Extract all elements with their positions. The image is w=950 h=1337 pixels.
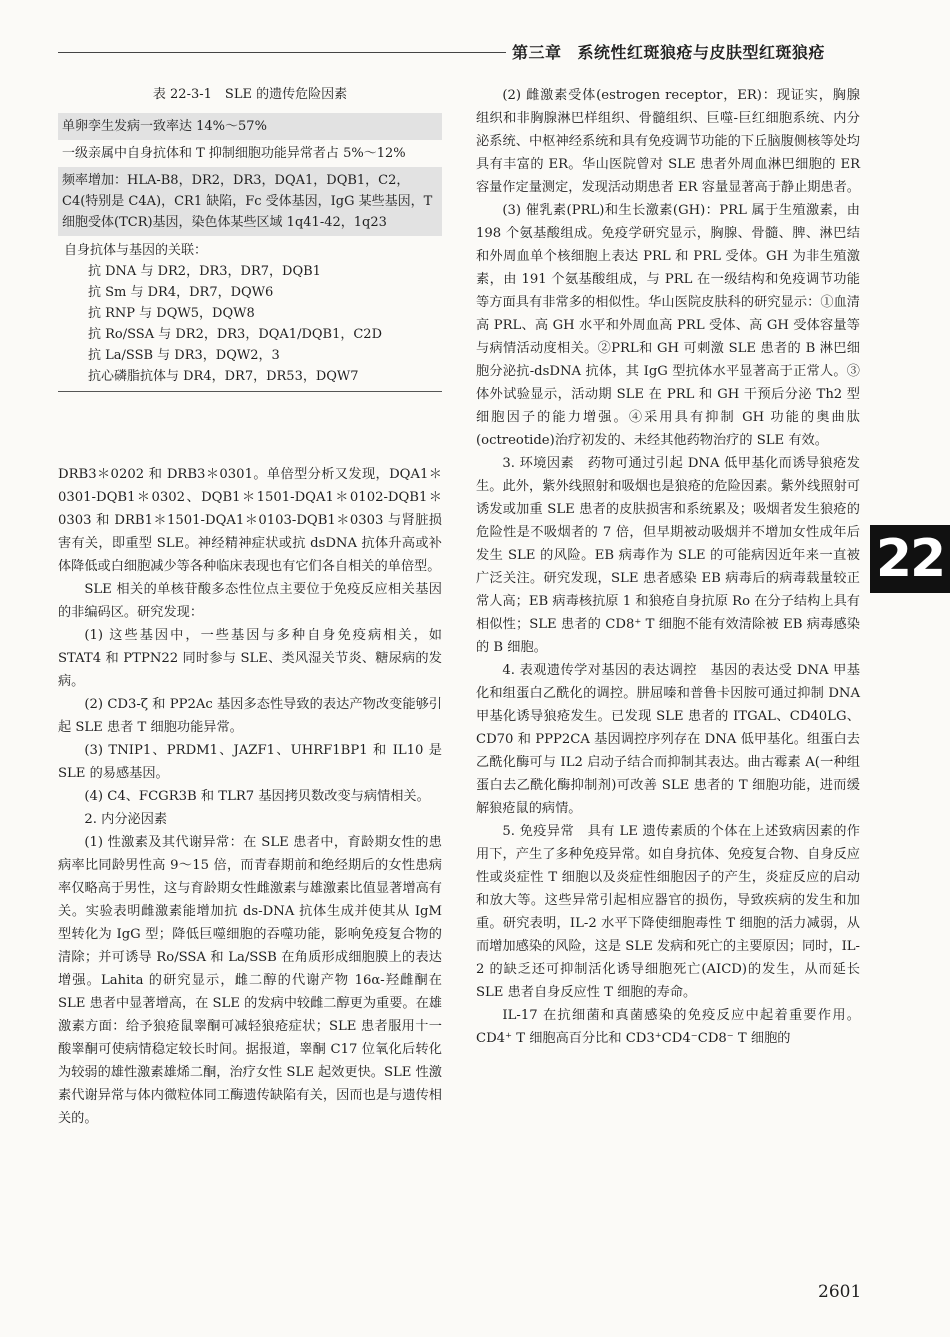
association-item: 抗心磷脂抗体与 DR4，DR7，DR53，DQW7	[88, 369, 359, 384]
association-item: 抗 RNP 与 DQW5，DQW8	[88, 306, 255, 321]
paragraph: 3. 环境因素 药物可通过引起 DNA 低甲基化而诱导狼疮发生。此外，紫外线照射和吸烟也是狼疮的危险因素。紫外线照射可诱发或加重 SLE 患者的皮肤损害和系统累及；吸烟者发生狼疮的危险性是不吸烟者的 7 倍，但早期被动吸烟并不增加女性成年后发生 SLE 的风险。EB 病毒作为 SLE 的可能病因近年来一直被广泛关注。研究发现，SLE 患者感染 EB 病毒后的病毒载量较正常人高；EB 病毒核抗原 1 和狼疮自身抗原 Ro 在分子结构上具有相似性；SLE 患者的 CD8⁺ T 细胞不能有效清除被 EB 病毒感染的 B 细胞。	[476, 456, 860, 655]
association-item: 抗 Ro/SSA 与 DR2，DR3，DQA1/DQB1，C2D	[88, 327, 382, 342]
page-number: 2601	[818, 1282, 862, 1302]
header-rule	[58, 52, 506, 53]
antibody-gene-association	[58, 236, 442, 387]
table-row: 单卵孪生发病一致率达 14%～57%	[58, 113, 442, 140]
left-column	[58, 463, 442, 1130]
table-row: 频率增加：HLA-B8，DR2，DR3，DQA1，DQB1，C2，C4(特别是 C4A)，CR1 缺陷，Fc 受体基因，IgG 某些基因，T 细胞受体(TCR)基因，染色体某些区域 1q41-42，1q23	[58, 167, 442, 236]
right-column	[476, 84, 860, 1050]
genetic-risk-table	[58, 84, 442, 392]
table-caption: 表 22-3-1 SLE 的遗传危险因素	[152, 87, 348, 102]
paragraph: 4. 表观遗传学对基因的表达调控 基因的表达受 DNA 甲基化和组蛋白乙酰化的调控。肼屈嗪和普鲁卡因胺可通过抑制 DNA 甲基化诱导狼疮发生。已发现 SLE 患者的 ITGAL、CD40LG、CD70 和 PPP2CA 基因调控序列存在 DNA 低甲基化。组蛋白去乙酰化酶可与 IL2 启动子结合而抑制其表达。曲古霉素 A(一种组蛋白去乙酰化酶抑制剂)可改善 SLE 患者的 T 细胞功能，进而缓解狼疮鼠的病情。	[476, 663, 860, 816]
paragraph: (3) TNIP1、PRDM1、JAZF1、UHRF1BP1 和 IL10 是 SLE 的易感基因。	[58, 743, 442, 781]
running-header	[512, 40, 841, 63]
association-title: 自身抗体与基因的关联：	[64, 243, 208, 258]
association-item: 抗 DNA 与 DR2，DR3，DR7，DQB1	[88, 264, 321, 279]
paragraph: (2) 雌激素受体(estrogen receptor，ER)：现证实，胸腺组织和非胸腺淋巴样组织、骨髓组织、巨噬-巨红细胞系统、内分泌系统、中枢神经系统和具有免疫调节功能的下丘脑腹侧核等处均具有丰富的 ER。华山医院曾对 SLE 患者外周血淋巴细胞的 ER 容量作定量测定，发现活动期患者 ER 容量显著高于静止期患者。	[476, 88, 860, 195]
section-heading: 2. 内分泌因素	[84, 812, 168, 827]
chapter-title: 系统性红斑狼疮与皮肤型红斑狼疮	[577, 43, 826, 62]
paragraph: DRB3＊0202 和 DRB3＊0301。单倍型分析又发现，DQA1＊0301-DQB1＊0302、DQB1＊1501-DQA1＊0102-DQB1＊0303 和 DRB1＊1501-DQA1＊0103-DQB1＊0303 与肾脏损害有关，即重型 SLE。神经精神症状或抗 dsDNA 抗体升高或补体降低或白细胞减少等各种临床表现也有它们各自相关的单倍型。	[58, 467, 442, 574]
paragraph: (2) CD3-ζ 和 PP2Ac 基因多态性导致的表达产物改变能够引起 SLE 患者 T 细胞功能异常。	[58, 697, 442, 735]
paragraph: (1) 性激素及其代谢异常：在 SLE 患者中，育龄期女性的患病率比同龄男性高 9～15 倍，而青春期前和绝经期后的女性患病率仅略高于男性，这与育龄期女性雌激素与雄激素比值显著增高有关。实验表明雌激素能增加抗 ds-DNA 抗体生成并使其从 IgM 型转化为 IgG 型；降低巨噬细胞的吞噬功能，影响免疫复合物的清除；并可诱导 Ro/SSA 和 La/SSB 在角质形成细胞膜上的表达增强。Lahita 的研究显示，雌二醇的代谢产物 16α-羟雌酮在 SLE 患者中显著增高，在 SLE 的发病中较雌二醇更为重要。在雄激素方面：给予狼疮鼠睾酮可减轻狼疮症状；SLE 患者服用十一酸睾酮可使病情稳定较长时间。据报道，睾酮 C17 位氧化后转化为较弱的雄性激素雄烯二酮，治疗女性 SLE 起效更快。SLE 性激素代谢异常与体内微粒体同工酶遗传缺陷有关，因而也是与遗传相关的。	[58, 835, 442, 1126]
association-item: 抗 La/SSB 与 DR3，DQW2，3	[88, 348, 280, 363]
paragraph: (3) 催乳素(PRL)和生长激素(GH)：PRL 属于生殖激素，由 198 个氨基酸组成。免疫学研究显示，胸腺、骨髓、脾、淋巴结和外周血单个核细胞上表达 PRL 和 PRL 受体。GH 为非生殖激素，由 191 个氨基酸组成，与 PRL 在一级结构和免疫调节功能等方面具有非常多的相似性。华山医院皮肤科的研究显示：①血清高 PRL、高 GH 水平和外周血高 PRL 受体、高 GH 受体容量等与病情活动度相关。②PRL和 GH 可刺激 SLE 患者的 B 淋巴细胞分泌抗-dsDNA 抗体，其 IgG 型抗体水平显著高于正常人。③体外试验显示，活动期 SLE 在 PRL 和 GH 干预后分泌 Th2 型细胞因子的能力增强。④采用具有抑制 GH 功能的奥曲肽(octreotide)治疗初发的、未经其他药物治疗的 SLE 有效。	[476, 203, 860, 448]
table-row: 一级亲属中自身抗体和 T 抑制细胞功能异常者占 5%～12%	[62, 146, 406, 161]
paragraph: (4) C4、FCGR3B 和 TLR7 基因拷贝数改变与病情相关。	[84, 789, 430, 804]
paragraph: SLE 相关的单核苷酸多态性位点主要位于免疫反应相关基因的非编码区。研究发现：	[58, 582, 442, 620]
paragraph: (1) 这些基因中，一些基因与多种自身免疫病相关，如 STAT4 和 PTPN22 同时参与 SLE、类风湿关节炎、糖尿病的发病。	[58, 628, 442, 689]
association-item: 抗 Sm 与 DR4，DR7，DQW6	[88, 285, 274, 300]
chapter-label: 第三章	[512, 43, 562, 62]
chapter-tab: 22	[870, 525, 950, 593]
paragraph: 5. 免疫异常 具有 LE 遗传素质的个体在上述致病因素的作用下，产生了多种免疫异常。如自身抗体、免疫复合物、自身反应性或炎症性 T 细胞以及炎症性细胞因子的产生，炎症反应的启动和放大等。这些异常引起相应器官的损伤，导致疾病的发生和加重。研究表明，IL-2 水平下降使细胞毒性 T 细胞的活力减弱，从而增加感染的风险，这是 SLE 发病和死亡的主要原因；同时，IL-2 的缺乏还可抑制活化诱导细胞死亡(AICD)的发生，从而延长 SLE 患者自身反应性 T 细胞的寿命。	[476, 824, 860, 1000]
paragraph: IL-17 在抗细菌和真菌感染的免疫反应中起着重要作用。CD4⁺ T 细胞高百分比和 CD3⁺CD4⁻CD8⁻ T 细胞的	[476, 1008, 860, 1046]
table-bottom-rule	[58, 391, 442, 392]
